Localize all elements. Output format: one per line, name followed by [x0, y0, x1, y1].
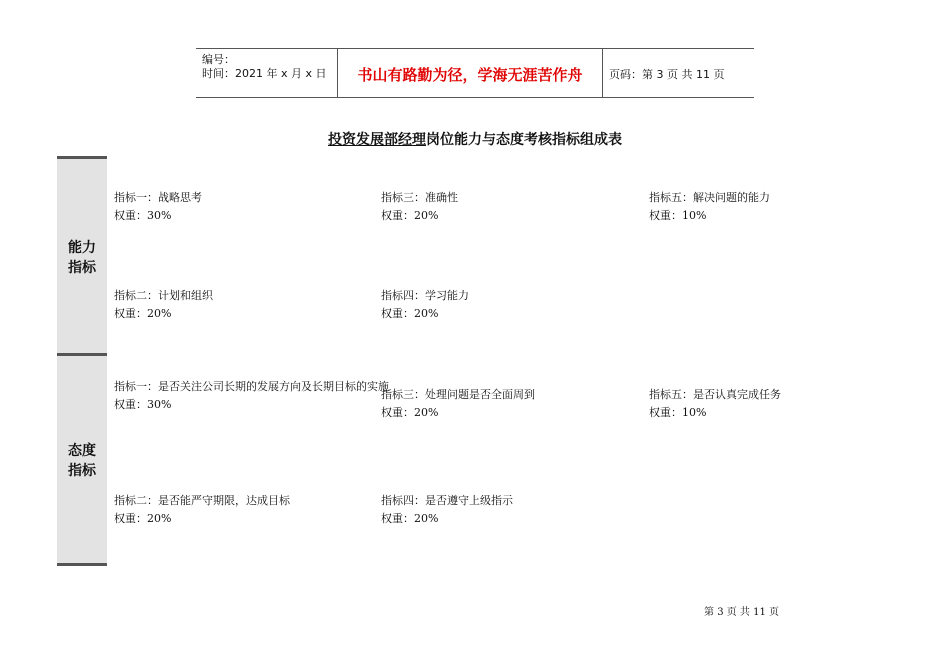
page-label: 页码：第 3 页 共 11 页: [609, 68, 725, 81]
header-meta-cell: [196, 49, 338, 97]
ability-label-line1: 能力: [68, 240, 96, 256]
motto-text: 书山有路勤为径，学海无涯苦作舟: [357, 66, 583, 84]
indicator-weight: 权重：10%: [649, 406, 707, 419]
indicator-name: 指标三：准确性: [381, 191, 458, 204]
header-motto-cell: [338, 49, 603, 97]
attitude-section-label: [57, 353, 107, 566]
attitude-indicator-3: [381, 386, 535, 422]
indicator-weight: 权重：20%: [381, 406, 439, 419]
document-header: [196, 48, 754, 98]
indicator-weight: 权重：30%: [114, 398, 172, 411]
attitude-indicator-5: [649, 386, 781, 422]
indicator-name: 指标五：是否认真完成任务: [649, 388, 781, 401]
ability-indicator-3: [381, 189, 458, 225]
indicator-weight: 权重：20%: [114, 307, 172, 320]
attitude-label-line1: 态度: [68, 443, 96, 459]
ability-indicator-2: [114, 287, 213, 323]
title-rest: 岗位能力与态度考核指标组成表: [426, 132, 622, 148]
title-underlined: 投资发展部经理: [328, 132, 426, 148]
header-page-cell: [603, 49, 754, 97]
attitude-label-line2: 指标: [68, 463, 96, 479]
indicator-weight: 权重：20%: [381, 307, 439, 320]
indicator-name: 指标五：解决问题的能力: [649, 191, 770, 204]
attitude-indicator-4: [381, 492, 513, 528]
time-label: 时间：2021 年 x 月 x 日: [202, 67, 327, 80]
attitude-label-text: [57, 441, 107, 481]
indicator-weight: 权重：20%: [114, 512, 172, 525]
ability-label-text: [57, 238, 107, 278]
attitude-indicator-1: [114, 378, 408, 414]
indicator-weight: 权重：20%: [381, 512, 439, 525]
indicator-name: 指标一：战略思考: [114, 191, 202, 204]
indicator-weight: 权重：30%: [114, 209, 172, 222]
ability-indicator-5: [649, 189, 770, 225]
indicator-name: 指标四：学习能力: [381, 289, 469, 302]
indicator-name: 指标二：是否能严守期限，达成目标: [114, 494, 290, 507]
page-title: [0, 129, 950, 149]
ability-indicator-4: [381, 287, 469, 323]
indicator-weight: 权重：20%: [381, 209, 439, 222]
indicator-name: 指标三：处理问题是否全面周到: [381, 388, 535, 401]
indicator-name: 指标一：是否关注公司长期的发展方向及长期目标的实施: [114, 380, 389, 393]
indicator-weight: 权重：10%: [649, 209, 707, 222]
page-footer: 第 3 页 共 11 页: [704, 607, 779, 618]
indicator-name: 指标二：计划和组织: [114, 289, 213, 302]
attitude-indicator-2: [114, 492, 290, 528]
ability-section-label: [57, 156, 107, 354]
indicator-name: 指标四：是否遵守上级指示: [381, 494, 513, 507]
ability-indicator-1: [114, 189, 202, 225]
code-label: 编号：: [202, 53, 235, 66]
ability-label-line2: 指标: [68, 260, 96, 276]
